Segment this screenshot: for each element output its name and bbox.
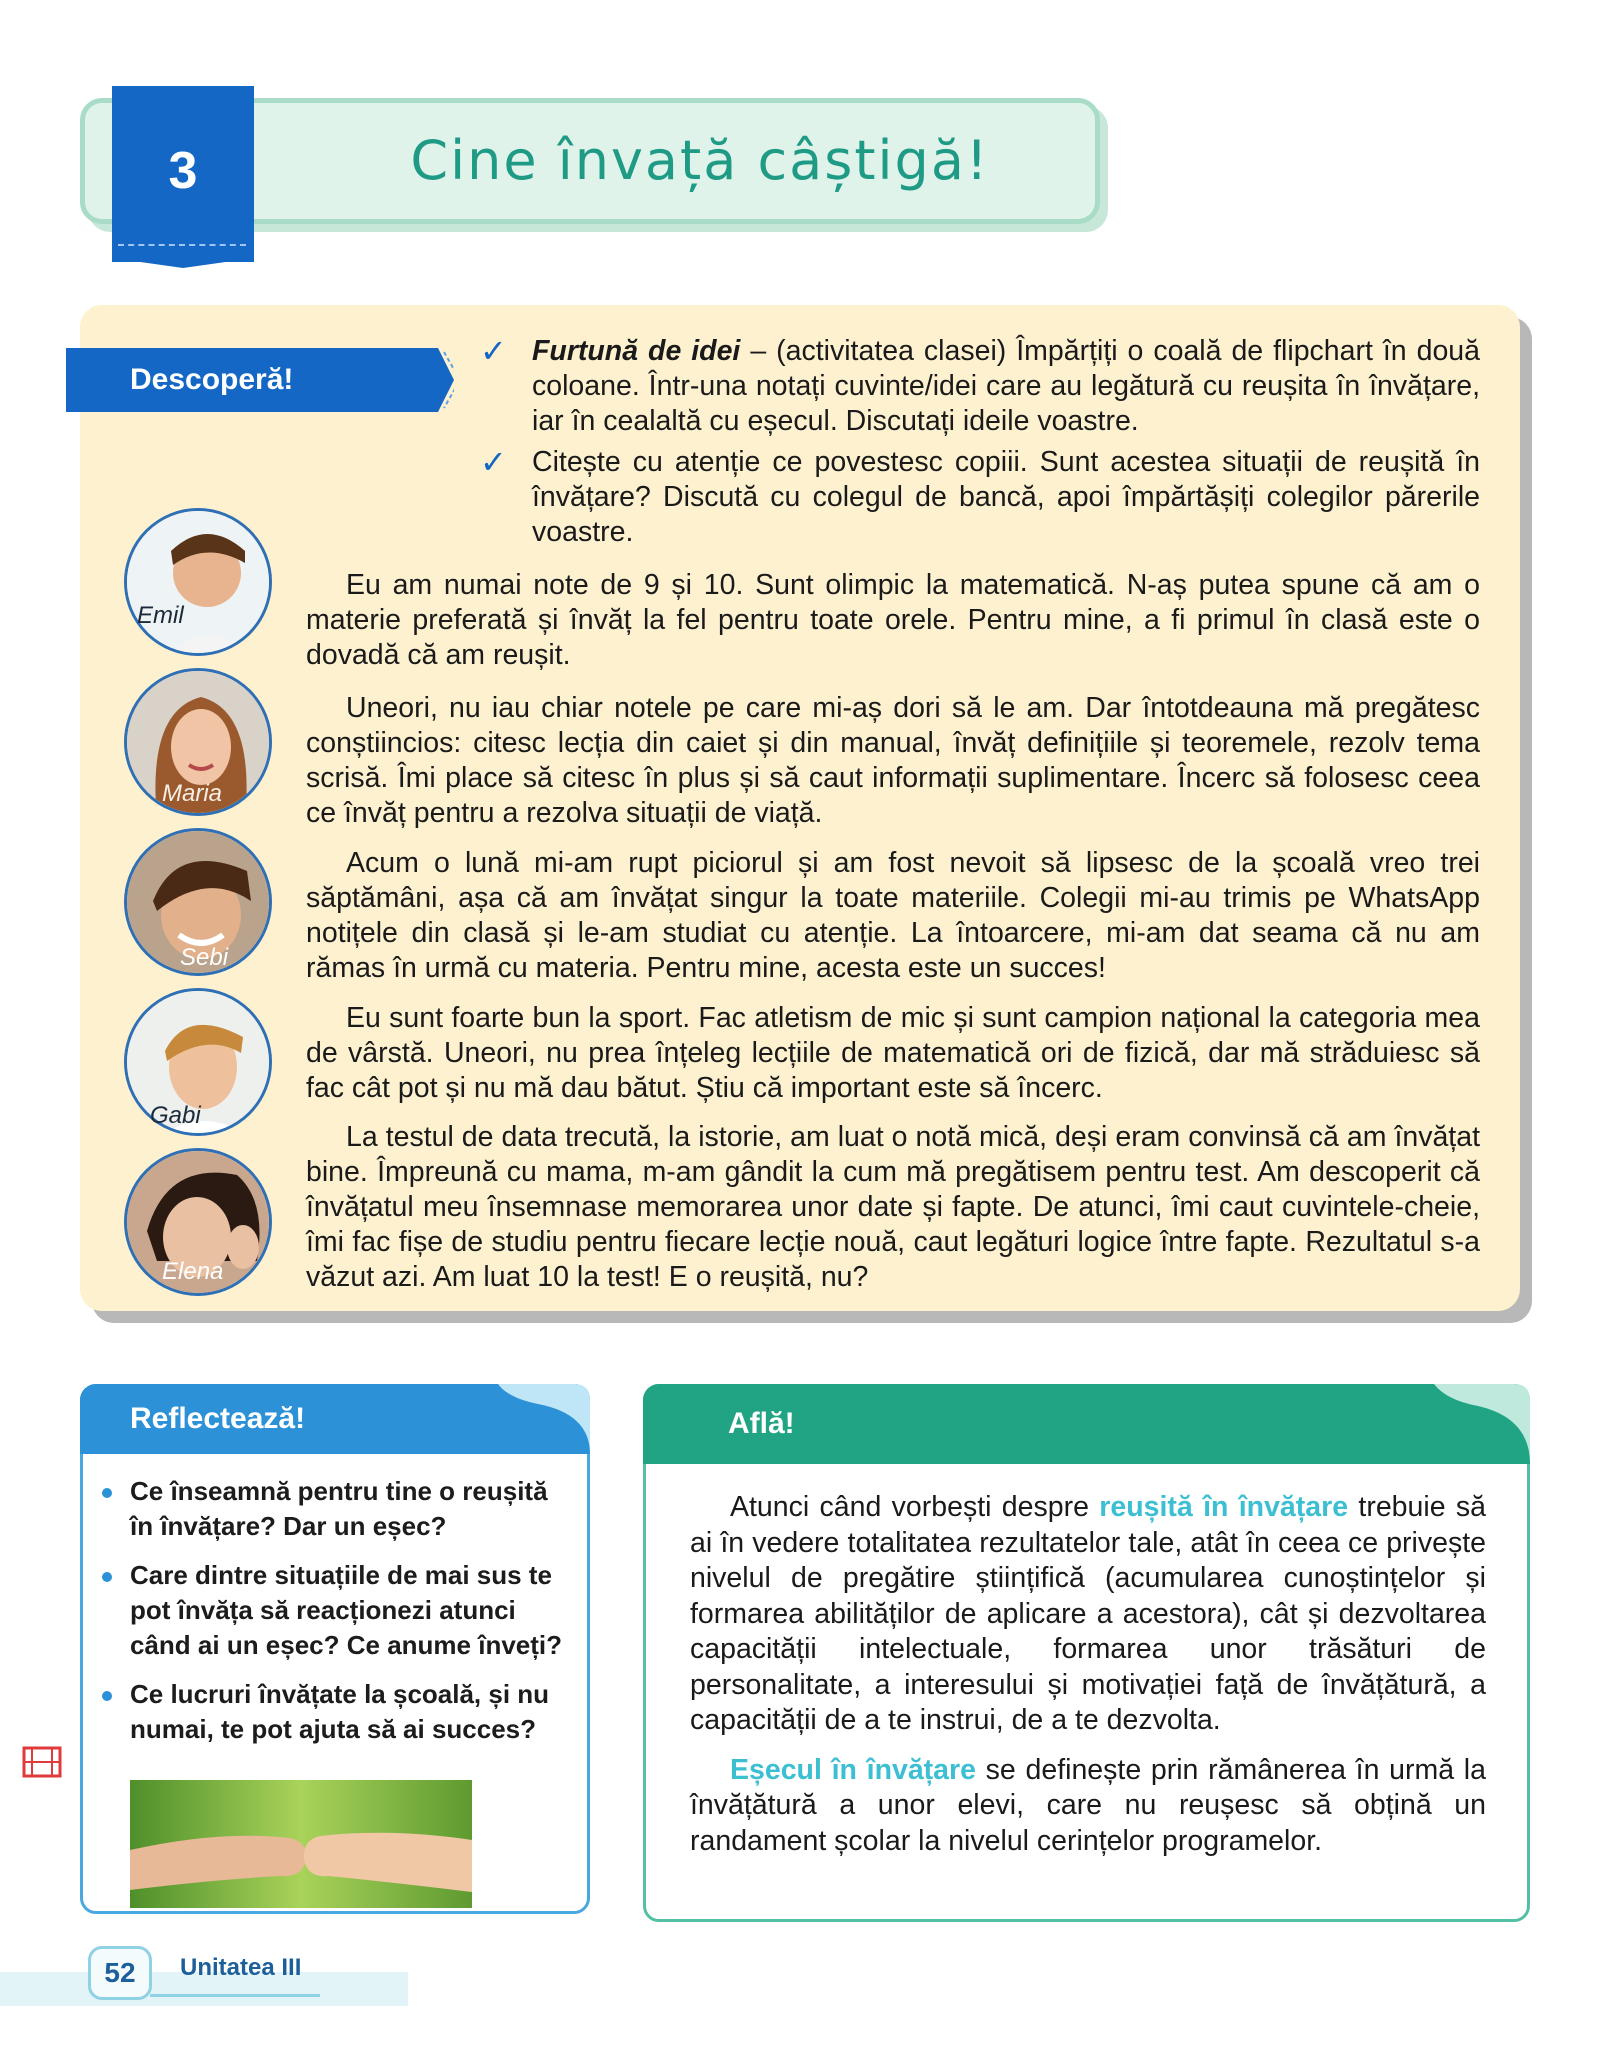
lesson-number: 3: [168, 142, 198, 200]
header-curl-decoration: [1434, 1384, 1530, 1464]
learn-label: Află!: [728, 1407, 795, 1440]
checkmark-icon: ✓: [480, 333, 507, 369]
avatar-name: Maria: [162, 780, 223, 807]
footer-underline: [150, 1994, 320, 1997]
story-emil: Eu am numai note de 9 și 10. Sunt olimpic la matematică. N-aș putea spune că am o materie preferată și învăț la fel pentru toate orele. Pentru mine, a fi primul în clasă este o dovadă că am reușit.: [306, 569, 1480, 671]
task-text: Citește cu atenție ce povestesc copiii. Sunt acestea situații de reușită în învățare? Discută cu colegul de bancă, apoi împărtășiți colegilor părerile voastre.: [532, 446, 1480, 548]
story-elena: La testul de data trecută, la istorie, am luat o notă mică, deși eram convinsă că am învățat bine. Împreună cu mama, m-am gândit la cum mă pregătisem pentru test. Am descoperit că învățatul meu însemnase memorarea unor date și fapte. De atunci, îmi caut cuvintele-cheie, îmi fac fișe de studiu pentru fiecare lecție nouă, caut legături logice între fapte. Rezultatul s-a văzut azi. Am luat 10 la test! E o reușită, nu?: [306, 1121, 1480, 1293]
reflect-questions: [100, 1474, 570, 1761]
text-run: se definește prin rămânerea în urmă la învățătură a unor elevi, care nu reușesc să obțină un randament școlar la nivelul cerințelor programelor.: [690, 1753, 1486, 1857]
task-text: – (activitatea clasei) Împărțiți o coală de flipchart în două coloane. Într-una notați cuvinte/idei care au legătură cu reușita în învățare, iar în cealaltă cu eșecul. Discutați ideile voastre.: [532, 335, 1480, 437]
task-item: [480, 334, 1480, 439]
reflect-question: Ce înseamnă pentru tine o reușită în învățare? Dar un eșec?: [100, 1474, 570, 1544]
reflect-question: Care dintre situațiile de mai sus te pot învăța să reacționezi atunci când ai un eșec? Ce anume înveți?: [100, 1558, 570, 1663]
unit-label: Unitatea III: [180, 1954, 302, 1981]
story-sebi: Acum o lună mi-am rupt piciorul și am fost nevoit să lipsesc de la școală vreo trei săptămâni, așa că am învățat singur la toate materiile. Colegii mi-au trimis pe WhatsApp notițele din clasă și le-am studiat cu atenție. La întoarcere, mi-am dat seama că nu am rămas în urmă cu materia. Pentru mine, acesta este un succes!: [306, 847, 1480, 984]
learn-paragraph: [690, 1753, 1486, 1860]
text-run: trebuie să ai în vedere totalitatea rezultatelor tale, atât în ceea ce privește nivelul de pregătire științifică (acumularea cunoștințelor și formarea abilităților de aplicare a acestora), cât și dezvoltarea capacității intelectuale, formarea unor trăsături de personalitate, a interesului și motivației față de învățătură, a capacității de a te instrui, de a te dezvolta.: [690, 1491, 1486, 1736]
fist-bump-photo: [130, 1780, 472, 1908]
avatar-name: Sebi: [180, 944, 229, 971]
story-gabi: Eu sunt foarte bun la sport. Fac atletism de mic și sunt campion național la categoria mea de vârstă. Uneori, nu prea înțeleg lecțiile de matematică ori de fizică, dar mă străduiesc să fac cât pot și nu mă dau bătut. Știu că important este să încerc.: [306, 1002, 1480, 1104]
learn-paragraph: [690, 1490, 1486, 1739]
text-run: Atunci când vorbești despre: [730, 1491, 1100, 1523]
task-keyword: Furtună de idei: [532, 335, 741, 367]
reflect-question: Ce lucruri învățate la școală, și nu numai, te pot ajuta să ai succes?: [100, 1677, 570, 1747]
avatar-name: Emil: [137, 602, 184, 629]
story-maria: Uneori, nu iau chiar notele pe care mi-aș dori să le am. Dar întotdeauna mă pregătesc conștiincios: citesc lecția din caiet și din manual, învăț definițiile și teoremele, rezolv tema scrisă. Îmi place să citesc în plus și să caut informații suplimentare. Încerc să folosesc ceea ce învăț pentru a rezolva situații de viață.: [306, 692, 1480, 829]
task-list: [480, 334, 1480, 556]
header-curl-decoration: [498, 1384, 590, 1454]
reflect-label: Reflectează!: [130, 1402, 306, 1435]
lesson-title: Cine învață câștigă!: [410, 129, 990, 192]
learn-text: [690, 1490, 1486, 1873]
avatar-emil: [124, 508, 272, 656]
keyword-success: reușită în învățare: [1099, 1491, 1349, 1523]
discover-label: Descoperă!: [130, 363, 294, 396]
task-item: [480, 445, 1480, 550]
page-number: 52: [88, 1946, 152, 2000]
checkmark-icon: ✓: [480, 444, 507, 480]
avatar-name: Elena: [162, 1258, 224, 1285]
avatar-name: Gabi: [150, 1102, 201, 1129]
film-icon: [22, 1742, 62, 1782]
keyword-failure: Eșecul în învățare: [730, 1753, 976, 1786]
